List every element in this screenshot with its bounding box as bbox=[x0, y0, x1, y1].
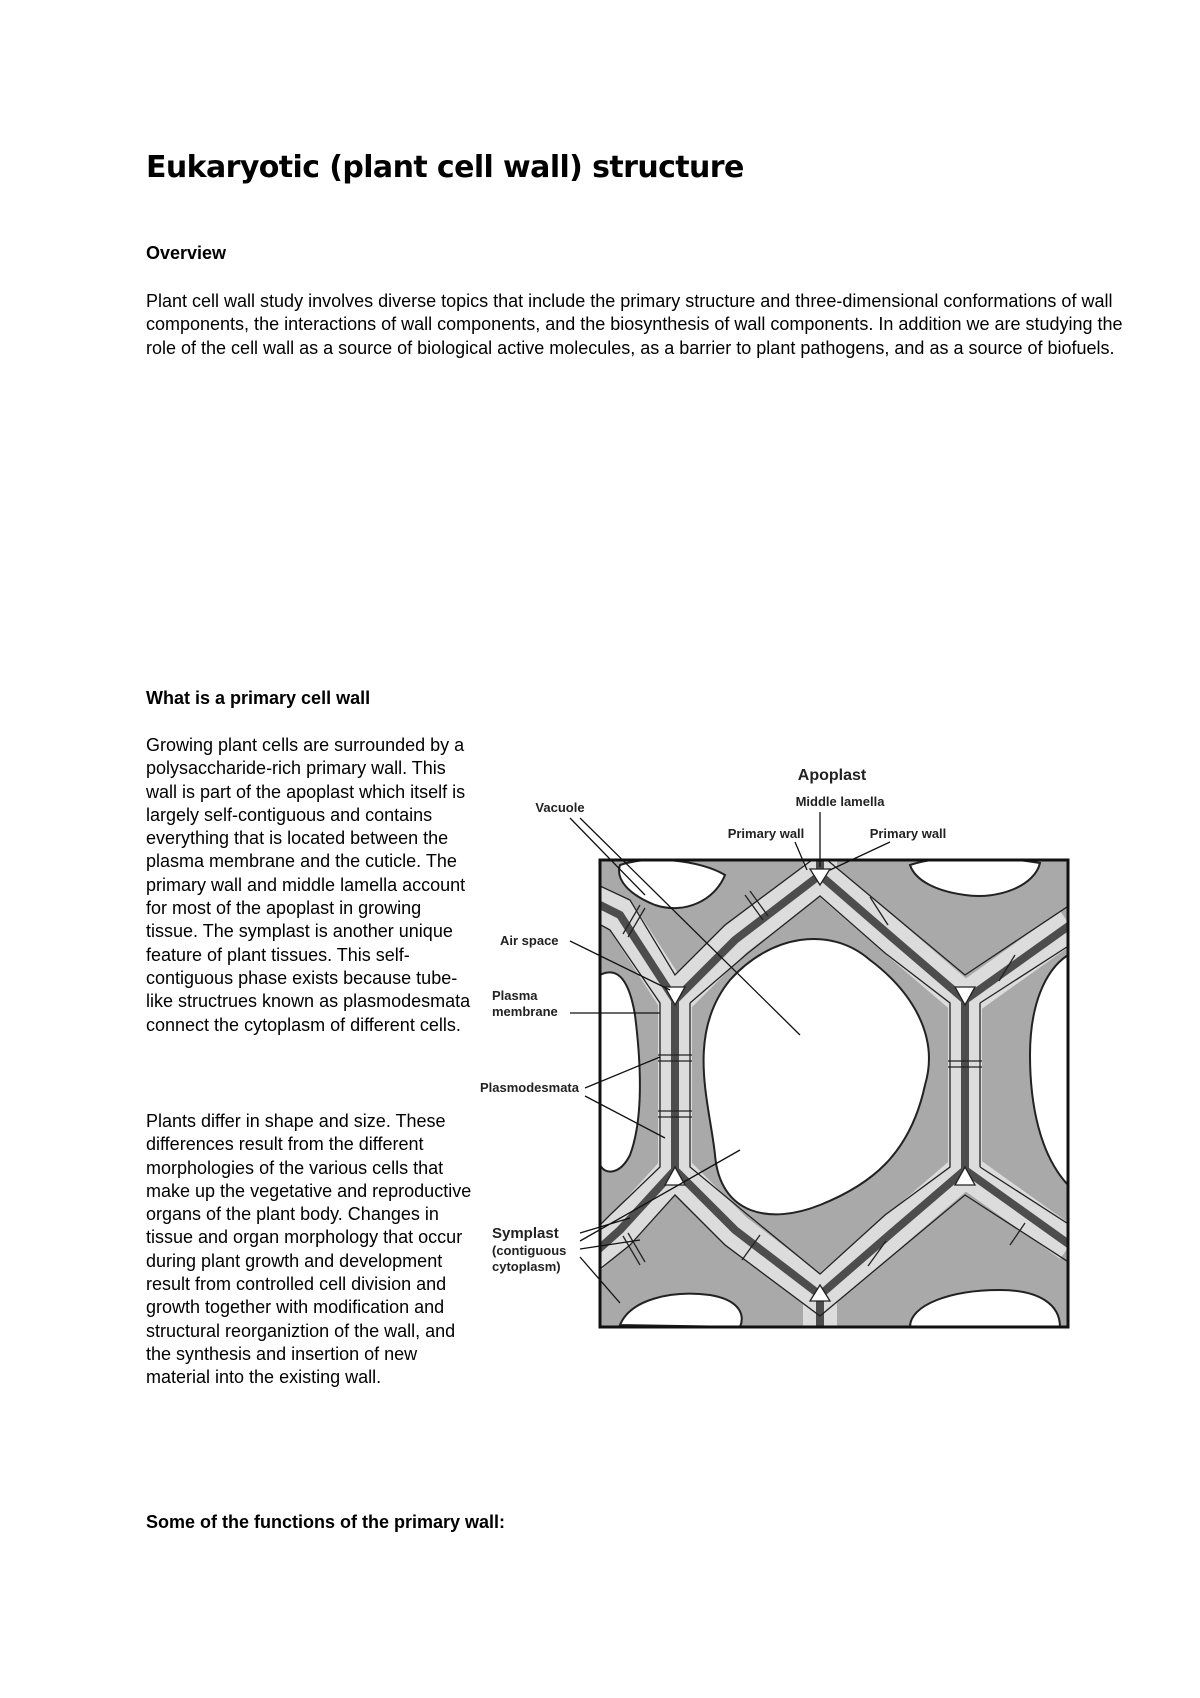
label-primary-wall-left: Primary wall bbox=[727, 826, 805, 841]
label-contiguous: (contiguous bbox=[492, 1243, 567, 1258]
label-membrane: membrane bbox=[492, 1004, 558, 1019]
page-title: Eukaryotic (plant cell wall) structure bbox=[146, 150, 744, 185]
functions-heading: Some of the functions of the primary wall: bbox=[146, 1512, 506, 1532]
primary-wall-paragraph-1: Growing plant cells are surrounded by a polysaccharide-rich primary wall. This wall is part of the apoplast which itself is largely self-contiguous and contains everything that is located between the plasma membrane and the cuticle. The primary wall and middle lamella account for most of the apoplast in growing tissue. The symplast is another unique feature of plant tissues. This self-contiguous phase exists because tube-like structrues known as plasmodesmata connect the cytoplasm of different cells. bbox=[146, 735, 471, 1035]
label-primary-wall-right: Primary wall bbox=[869, 826, 947, 841]
cell-wall-diagram bbox=[470, 755, 1070, 1335]
overview-paragraph: Plant cell wall study involves diverse topics that include the primary structure and three-dimensional conformations of wall components, the interactions of wall components, and the biosynthesis of wall components. In addition we are studying the role of the cell wall as a source of biological active molecules, as a barrier to plant pathogens, and as a source of biofuels. bbox=[146, 291, 1123, 358]
label-apoplast: Apoplast bbox=[797, 767, 867, 784]
tissue-section bbox=[570, 815, 1070, 1335]
label-middle-lamella: Middle lamella bbox=[795, 794, 885, 809]
label-symplast: Symplast bbox=[492, 1225, 559, 1242]
label-plasma: Plasma bbox=[492, 988, 538, 1003]
label-air-space: Air space bbox=[500, 933, 559, 948]
label-plasmodesmata: Plasmodesmata bbox=[480, 1080, 579, 1095]
primary-wall-heading: What is a primary cell wall bbox=[146, 688, 371, 708]
label-vacuole: Vacuole bbox=[535, 800, 585, 815]
primary-wall-paragraph-2: Plants differ in shape and size. These differences result from the different morphologies of the various cells that make up the vegetative and reproductive organs of the plant body. Changes in tissue and organ morphology that occur during plant growth and development result from controlled cell division and growth together with modification and structural reorganiztion of the wall, and the synthesis and insertion of new material into the existing wall. bbox=[146, 1111, 472, 1388]
label-cytoplasm: cytoplasm) bbox=[492, 1259, 561, 1274]
overview-heading: Overview bbox=[146, 243, 227, 263]
